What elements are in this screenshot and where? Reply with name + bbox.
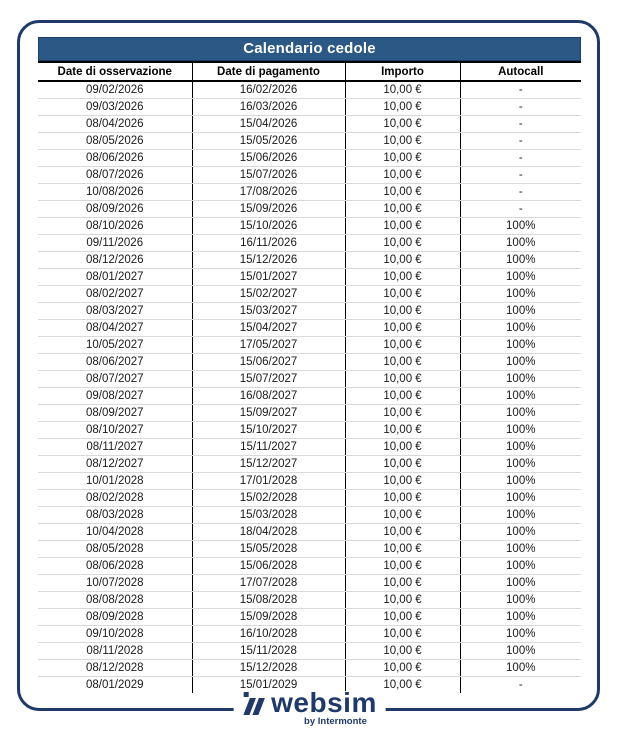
observation-date-cell: 10/01/2028 <box>38 472 192 489</box>
observation-date-cell: 08/09/2026 <box>38 200 192 217</box>
payment-date-cell: 15/09/2028 <box>192 608 345 625</box>
amount-cell: 10,00 € <box>345 302 460 319</box>
amount-cell: 10,00 € <box>345 540 460 557</box>
autocall-cell: 100% <box>460 489 581 506</box>
table-row <box>38 200 581 217</box>
observation-date-cell: 08/12/2027 <box>38 455 192 472</box>
amount-cell: 10,00 € <box>345 676 460 693</box>
table-row <box>38 540 581 557</box>
autocall-cell: 100% <box>460 523 581 540</box>
websim-mark-icon <box>242 691 265 715</box>
amount-cell: 10,00 € <box>345 438 460 455</box>
table-row <box>38 659 581 676</box>
observation-date-cell: 08/10/2026 <box>38 217 192 234</box>
payment-date-cell: 18/04/2028 <box>192 523 345 540</box>
observation-date-cell: 08/07/2026 <box>38 166 192 183</box>
table-row <box>38 251 581 268</box>
payment-date-cell: 16/03/2026 <box>192 98 345 115</box>
payment-date-cell: 15/11/2027 <box>192 438 345 455</box>
websim-logo <box>233 687 386 727</box>
autocall-cell: 100% <box>460 353 581 370</box>
autocall-cell: - <box>460 166 581 183</box>
amount-cell: 10,00 € <box>345 472 460 489</box>
table-row <box>38 132 581 149</box>
autocall-cell: 100% <box>460 302 581 319</box>
autocall-cell: 100% <box>460 506 581 523</box>
amount-cell: 10,00 € <box>345 166 460 183</box>
amount-cell: 10,00 € <box>345 200 460 217</box>
payment-date-cell: 15/10/2026 <box>192 217 345 234</box>
amount-cell: 10,00 € <box>345 608 460 625</box>
payment-date-cell: 15/04/2026 <box>192 115 345 132</box>
amount-cell: 10,00 € <box>345 132 460 149</box>
payment-date-cell: 15/07/2027 <box>192 370 345 387</box>
amount-cell: 10,00 € <box>345 234 460 251</box>
websim-wordmark: websim <box>271 687 377 718</box>
table-row <box>38 421 581 438</box>
payment-date-cell: 15/03/2028 <box>192 506 345 523</box>
autocall-cell: 100% <box>460 540 581 557</box>
payment-date-cell: 15/07/2026 <box>192 166 345 183</box>
amount-cell: 10,00 € <box>345 574 460 591</box>
payment-date-cell: 15/02/2028 <box>192 489 345 506</box>
observation-date-cell: 08/05/2026 <box>38 132 192 149</box>
col-header-observation-date: Date di osservazione <box>38 62 192 81</box>
table-row <box>38 98 581 115</box>
payment-date-cell: 15/10/2027 <box>192 421 345 438</box>
payment-date-cell: 15/09/2026 <box>192 200 345 217</box>
table-row <box>38 285 581 302</box>
payment-date-cell: 15/12/2026 <box>192 251 345 268</box>
payment-date-cell: 15/11/2028 <box>192 642 345 659</box>
autocall-cell: - <box>460 115 581 132</box>
payment-date-cell: 16/10/2028 <box>192 625 345 642</box>
observation-date-cell: 09/03/2026 <box>38 98 192 115</box>
observation-date-cell: 08/01/2027 <box>38 268 192 285</box>
table-row <box>38 625 581 642</box>
autocall-cell: 100% <box>460 557 581 574</box>
observation-date-cell: 08/04/2026 <box>38 115 192 132</box>
autocall-cell: - <box>460 149 581 166</box>
amount-cell: 10,00 € <box>345 370 460 387</box>
autocall-cell: 100% <box>460 608 581 625</box>
observation-date-cell: 08/03/2028 <box>38 506 192 523</box>
table-row <box>38 523 581 540</box>
table-row <box>38 438 581 455</box>
amount-cell: 10,00 € <box>345 268 460 285</box>
observation-date-cell: 08/02/2027 <box>38 285 192 302</box>
table-row <box>38 642 581 659</box>
observation-date-cell: 09/11/2026 <box>38 234 192 251</box>
table-row <box>38 557 581 574</box>
payment-date-cell: 15/01/2027 <box>192 268 345 285</box>
observation-date-cell: 08/10/2027 <box>38 421 192 438</box>
autocall-cell: 100% <box>460 438 581 455</box>
payment-date-cell: 15/01/2029 <box>192 676 345 693</box>
observation-date-cell: 08/11/2028 <box>38 642 192 659</box>
amount-cell: 10,00 € <box>345 115 460 132</box>
table-row <box>38 319 581 336</box>
observation-date-cell: 08/02/2028 <box>38 489 192 506</box>
payment-date-cell: 15/09/2027 <box>192 404 345 421</box>
table-row <box>38 387 581 404</box>
autocall-cell: - <box>460 81 581 98</box>
autocall-cell: 100% <box>460 251 581 268</box>
websim-byline: by Intermonte <box>304 716 367 727</box>
table-row <box>38 149 581 166</box>
amount-cell: 10,00 € <box>345 659 460 676</box>
coupon-table-body <box>38 81 581 693</box>
observation-date-cell: 09/02/2026 <box>38 81 192 98</box>
amount-cell: 10,00 € <box>345 506 460 523</box>
observation-date-cell: 10/04/2028 <box>38 523 192 540</box>
payment-date-cell: 15/08/2028 <box>192 591 345 608</box>
payment-date-cell: 15/02/2027 <box>192 285 345 302</box>
payment-date-cell: 17/07/2028 <box>192 574 345 591</box>
autocall-cell: 100% <box>460 421 581 438</box>
amount-cell: 10,00 € <box>345 285 460 302</box>
amount-cell: 10,00 € <box>345 455 460 472</box>
amount-cell: 10,00 € <box>345 625 460 642</box>
observation-date-cell: 08/09/2028 <box>38 608 192 625</box>
observation-date-cell: 08/11/2027 <box>38 438 192 455</box>
observation-date-cell: 08/06/2026 <box>38 149 192 166</box>
payment-date-cell: 17/05/2027 <box>192 336 345 353</box>
payment-date-cell: 15/06/2027 <box>192 353 345 370</box>
autocall-cell: 100% <box>460 642 581 659</box>
autocall-cell: - <box>460 98 581 115</box>
payment-date-cell: 15/12/2027 <box>192 455 345 472</box>
amount-cell: 10,00 € <box>345 557 460 574</box>
observation-date-cell: 08/08/2028 <box>38 591 192 608</box>
autocall-cell: 100% <box>460 217 581 234</box>
autocall-cell: 100% <box>460 370 581 387</box>
observation-date-cell: 08/06/2027 <box>38 353 192 370</box>
observation-date-cell: 08/05/2028 <box>38 540 192 557</box>
autocall-cell: 100% <box>460 319 581 336</box>
col-header-payment-date: Date di pagamento <box>192 62 345 81</box>
payment-date-cell: 15/03/2027 <box>192 302 345 319</box>
table-row <box>38 506 581 523</box>
payment-date-cell: 16/08/2027 <box>192 387 345 404</box>
autocall-cell: 100% <box>460 268 581 285</box>
amount-cell: 10,00 € <box>345 251 460 268</box>
amount-cell: 10,00 € <box>345 183 460 200</box>
table-row <box>38 404 581 421</box>
table-row <box>38 608 581 625</box>
col-header-autocall: Autocall <box>460 62 581 81</box>
observation-date-cell: 08/12/2026 <box>38 251 192 268</box>
table-row <box>38 353 581 370</box>
amount-cell: 10,00 € <box>345 353 460 370</box>
payment-date-cell: 17/01/2028 <box>192 472 345 489</box>
amount-cell: 10,00 € <box>345 642 460 659</box>
table-row <box>38 268 581 285</box>
autocall-cell: - <box>460 132 581 149</box>
table-row <box>38 455 581 472</box>
table-row <box>38 302 581 319</box>
autocall-cell: 100% <box>460 625 581 642</box>
amount-cell: 10,00 € <box>345 421 460 438</box>
observation-date-cell: 08/09/2027 <box>38 404 192 421</box>
observation-date-cell: 08/04/2027 <box>38 319 192 336</box>
autocall-cell: - <box>460 200 581 217</box>
payment-date-cell: 16/02/2026 <box>192 81 345 98</box>
observation-date-cell: 10/05/2027 <box>38 336 192 353</box>
table-row <box>38 115 581 132</box>
payment-date-cell: 15/06/2028 <box>192 557 345 574</box>
amount-cell: 10,00 € <box>345 149 460 166</box>
table-row <box>38 81 581 98</box>
autocall-cell: 100% <box>460 591 581 608</box>
table-row <box>38 183 581 200</box>
observation-date-cell: 09/08/2027 <box>38 387 192 404</box>
table-row <box>38 489 581 506</box>
amount-cell: 10,00 € <box>345 217 460 234</box>
col-header-amount: Importo <box>345 62 460 81</box>
autocall-cell: 100% <box>460 574 581 591</box>
observation-date-cell: 09/10/2028 <box>38 625 192 642</box>
amount-cell: 10,00 € <box>345 319 460 336</box>
table-row <box>38 370 581 387</box>
autocall-cell: - <box>460 676 581 693</box>
table-row <box>38 591 581 608</box>
observation-date-cell: 08/07/2027 <box>38 370 192 387</box>
observation-date-cell: 10/08/2026 <box>38 183 192 200</box>
amount-cell: 10,00 € <box>345 81 460 98</box>
observation-date-cell: 08/12/2028 <box>38 659 192 676</box>
payment-date-cell: 16/11/2026 <box>192 234 345 251</box>
amount-cell: 10,00 € <box>345 523 460 540</box>
table-row <box>38 472 581 489</box>
table-row <box>38 166 581 183</box>
payment-date-cell: 17/08/2026 <box>192 183 345 200</box>
autocall-cell: 100% <box>460 234 581 251</box>
observation-date-cell: 08/03/2027 <box>38 302 192 319</box>
table-row <box>38 234 581 251</box>
table-row <box>38 574 581 591</box>
autocall-cell: 100% <box>460 336 581 353</box>
payment-date-cell: 15/06/2026 <box>192 149 345 166</box>
autocall-cell: 100% <box>460 285 581 302</box>
header-row <box>38 62 581 81</box>
autocall-cell: 100% <box>460 659 581 676</box>
amount-cell: 10,00 € <box>345 591 460 608</box>
coupon-table <box>38 61 581 693</box>
payment-date-cell: 15/05/2028 <box>192 540 345 557</box>
amount-cell: 10,00 € <box>345 387 460 404</box>
payment-date-cell: 15/12/2028 <box>192 659 345 676</box>
payment-date-cell: 15/04/2027 <box>192 319 345 336</box>
websim-logo-main <box>242 687 377 718</box>
observation-date-cell: 08/06/2028 <box>38 557 192 574</box>
table-title: Calendario cedole <box>38 37 581 61</box>
autocall-cell: 100% <box>460 387 581 404</box>
table-row <box>38 217 581 234</box>
autocall-cell: 100% <box>460 455 581 472</box>
amount-cell: 10,00 € <box>345 404 460 421</box>
observation-date-cell: 10/07/2028 <box>38 574 192 591</box>
table-row <box>38 336 581 353</box>
autocall-cell: - <box>460 183 581 200</box>
amount-cell: 10,00 € <box>345 98 460 115</box>
payment-date-cell: 15/05/2026 <box>192 132 345 149</box>
coupon-calendar <box>38 37 581 693</box>
amount-cell: 10,00 € <box>345 336 460 353</box>
autocall-cell: 100% <box>460 472 581 489</box>
autocall-cell: 100% <box>460 404 581 421</box>
observation-date-cell: 08/01/2029 <box>85 678 144 691</box>
amount-cell: 10,00 € <box>345 489 460 506</box>
